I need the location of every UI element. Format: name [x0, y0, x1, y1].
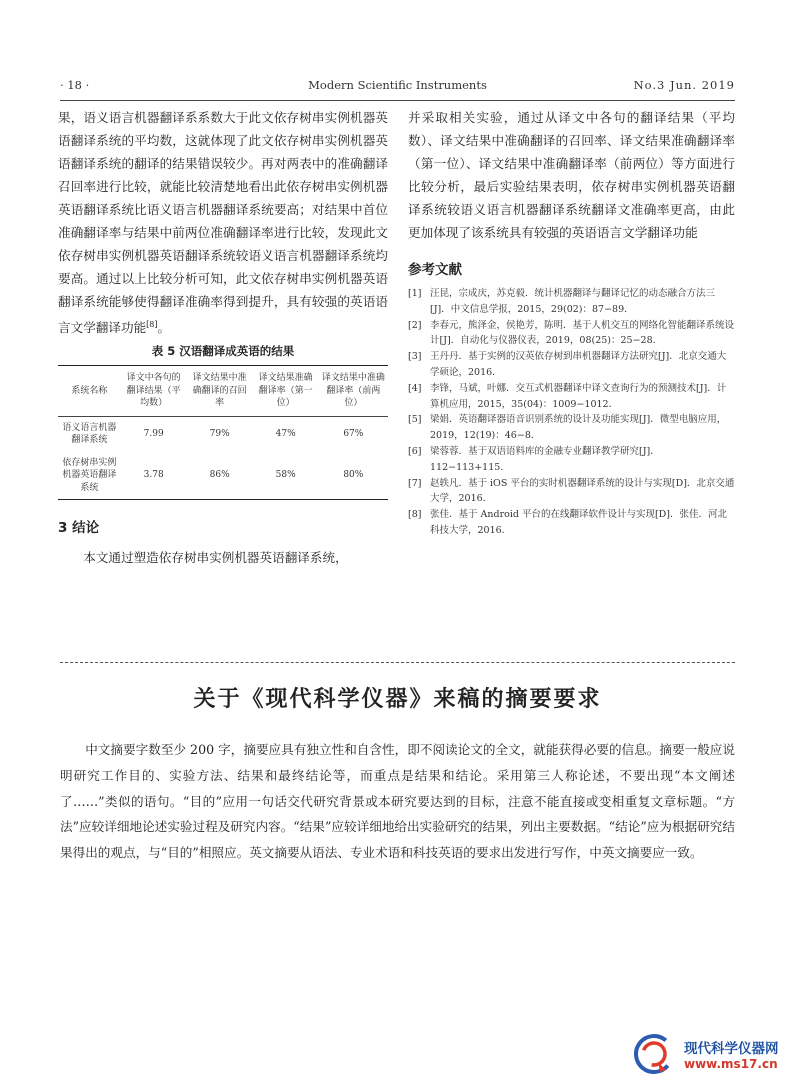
- table-header: 系统名称: [58, 366, 121, 417]
- reference-item: [2] 李春元，熊泽金，侯艳芳，陈明．基于人机交互的网络化智能翻译系统设计[J]．自动化与仪器仪表，2019，08(25)：25−28．: [408, 319, 735, 347]
- reference-item: [6] 梁蓉蓉．基于双语语料库的金融专业翻译教学研究[J]．112−113+115．: [408, 445, 660, 473]
- reference-item: [3] 王丹丹．基于实例的汉英依存树到串机器翻译方法研究[J]．北京交通大学硕论，2016．: [408, 351, 727, 378]
- notice-body: 中文摘要字数至少 200 字，摘要应具有独立性和自含性，即不阅读论文的全文，就能获得必要的信息。摘要一般应说明研究工作目的、实验方法、结果和最终结论等，而重点是结果和结论。采用第三人称论述，不要出现“本文阐述了……”类似的语句。“目的”应用一句话交代研究背景或本研究要达到的目标，注意不能直接或变相重复文章标题。“方法”应较详细地论述实验过程及研究内容。“结果”应较详细地给出实验研究的结果，列出主要数据。“结论”应为根据研究结果得出的观点，与“目的”相照应。英文摘要从语法、专业术语和科技英语的要求出发进行写作，中英文摘要应一致。: [60, 742, 735, 861]
- reference-item: [7] 赵轶凡．基于 iOS 平台的实时机器翻译系统的设计与实现[D]．北京交通大学，2016．: [408, 477, 735, 505]
- table-row: 依存树串实例机器英语翻译系统 3.78 86% 58% 80%: [58, 452, 388, 500]
- table-caption: 表 5 汉语翻译成英语的结果: [151, 344, 295, 359]
- table-header: 译文结果准确翻译率（第一位）: [253, 366, 319, 417]
- brand-url[interactable]: www.ms17.cn: [684, 1057, 778, 1071]
- reference-item: [5] 梁娟．英语翻译器语音识别系统的设计及功能实现[J]．微型电脑应用，2019，12(19)：46−8．: [408, 414, 727, 442]
- citation[interactable]: [8]: [146, 320, 158, 329]
- results-table: [58, 365, 388, 500]
- right-paragraph: 并采取相关实验，通过从译文中各句的翻译结果（平均数）、译文结果中准确翻译的召回率、译文结果准确翻译率（第一位）、译文结果中准确翻译率（前两位）等方面进行比较分析，最后实验结果表明，依存树串实例机器英语翻译系统较语义语言机器翻译系统翻译文准确率更高，由此更加体现了该系统具有较强的英语语言文学翻译功能: [408, 110, 735, 240]
- page-number: · 18 ·: [60, 78, 90, 92]
- ms17-logo-icon: [632, 1032, 676, 1076]
- header-rule: [60, 100, 735, 101]
- notice-title: 关于《现代科学仪器》来稿的摘要要求: [193, 686, 602, 712]
- dashed-divider: [60, 662, 735, 663]
- reference-item: [1] 汪昆，宗成庆，苏克毅．统计机器翻译与翻译记忆的动态融合方法三[J]．中文信息学报，2015，29(02)：87−89．: [408, 288, 716, 315]
- references-title: 参考文献: [408, 262, 462, 278]
- section-title: 3 结论: [58, 520, 100, 537]
- reference-item: [8] 张佳．基于 Android 平台的在线翻译软件设计与实现[D]．张佳．河北科技大学，2016．: [408, 509, 728, 536]
- left-paragraph: 果，语义语言机器翻译系系数大于此文依存树串实例机器英语翻译系统的平均数，这就体现了此文依存树串实例机器英语翻译系统的翻译的结果错误较少。再对两表中的准确翻译召回率进行比较，就能比较清楚地看出此依存树串实例机器英语翻译系统比语义语言机器翻译系统要高；对结果中首位准确翻译率与结果中前两位准确翻译率进行比较，发现此文依存树串实例机器英语翻译系统较语义语言机器翻译系统均要高。通过以上比较分析可知，此文依存树串实例机器英语翻译系统能够使得翻译准确率得到提升，具有较强的英语语言文学翻译功能[8]。: [58, 110, 388, 336]
- issue-info: No.3 Jun. 2019: [633, 78, 735, 92]
- conclusion-paragraph: 本文通过塑造依存树串实例机器英语翻译系统，: [83, 550, 348, 566]
- page-header: [60, 78, 735, 96]
- right-column: [408, 106, 735, 539]
- brand-name: 现代科学仪器网: [684, 1041, 779, 1057]
- reference-item: [4] 李锋，马斌，叶娜．交互式机器翻译中译文查询行为的预测技术[J]．计算机应用，2015，35(04)：1009−1012．: [408, 382, 727, 410]
- table-header: 译文结果中准确翻译的召回率: [187, 366, 253, 417]
- table-header: 译文中各句的翻译结果（平均数）: [121, 366, 187, 417]
- reference-list: [408, 286, 735, 539]
- table-header: 译文结果中准确翻译率（前两位）: [319, 366, 388, 417]
- table-row: 语义语言机器翻译系统 7.99 79% 47% 67%: [62, 422, 364, 446]
- left-column: [58, 106, 388, 569]
- journal-name: Modern Scientific Instruments: [308, 78, 487, 92]
